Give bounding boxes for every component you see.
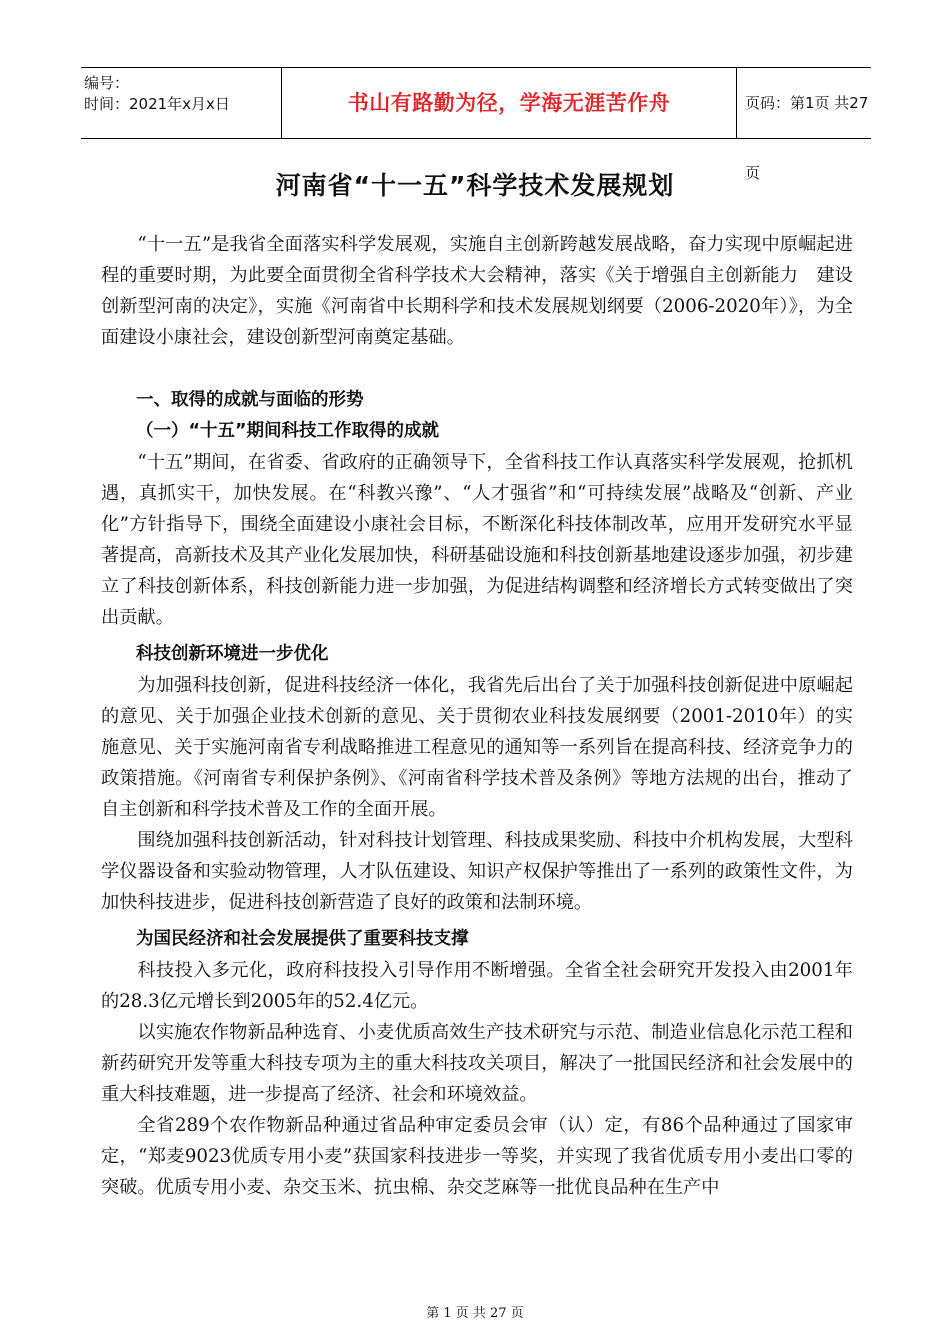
intro-paragraph: “十一五”是我省全面落实科学发展观，实施自主创新跨越发展战略，奋力实现中原崛起进程的重要时期，为此要全面贯彻全省科学技术大会精神，落实《关于增强自主创新能力 建设创新型河南的决定》，实施《河南省中长期科学和技术发展规划纲要（2006-2020年）》，为全面建设小康社会，建设创新型河南奠定基础。: [101, 234, 853, 348]
subheading-support: 为国民经济和社会发展提供了重要科技支撑: [136, 929, 469, 949]
motto-text: 书山有路勤为径，学海无涯苦作舟: [347, 91, 671, 115]
section-heading: 一、取得的成就与面临的形势: [136, 390, 364, 410]
body-paragraph: 为加强科技创新，促进科技经济一体化，我省先后出台了关于加强科技创新促进中原崛起的意见、关于加强企业技术创新的意见、关于贯彻农业科技发展纲要（2001-2010年）的实施意见、关于实施河南省专利战略推进工程意见的通知等一系列旨在提高科技、经济竞争力的政策措施。《河南省专利保护条例》、《河南省科学技术普及条例》等地方法规的出台，推动了自主创新和科学技术普及工作的全面开展。: [101, 675, 853, 820]
number-label: 编号：: [84, 74, 130, 92]
document-header: [81, 67, 871, 182]
document-body: [101, 229, 853, 1203]
time-label: 时间：2021年x月x日: [84, 95, 230, 113]
body-paragraph: 科技投入多元化，政府科技投入引导作用不断增强。全省全社会研究开发投入由2001年的28.3亿元增长到2005年的52.4亿元。: [101, 960, 853, 1012]
body-paragraph: 以实施农作物新品种选育、小麦优质高效生产技术研究与示范、制造业信息化示范工程和新药研究开发等重大科技专项为主的重大科技攻关项目，解决了一批国民经济和社会发展中的重大科技难题，进一步提高了经济、社会和环境效益。: [101, 1022, 853, 1105]
page-info: 页码：第1页 共27页: [745, 94, 869, 182]
subheading-environment: 科技创新环境进一步优化: [136, 644, 329, 664]
subsection-heading: （一）“十五”期间科技工作取得的成就: [136, 421, 440, 441]
body-paragraph: 全省289个农作物新品种通过省品种审定委员会审（认）定，有86个品种通过了国家审定，“郑麦9023优质专用小麦”获国家科技进步一等奖，并实现了我省优质专用小麦出口零的突破。优质专用小麦、杂交玉米、抗虫棉、杂交芝麻等一批优良品种在生产中: [101, 1115, 853, 1198]
page-title: 河南省“十一五”科学技术发展规划: [275, 171, 675, 200]
header-meta: [81, 68, 280, 138]
page-footer: 第 1 页 共 27 页: [426, 1306, 524, 1321]
body-paragraph: 围绕加强科技创新活动，针对科技计划管理、科技成果奖励、科技中介机构发展，大型科学仪器设备和实验动物管理，人才队伍建设、知识产权保护等推出了一系列的政策性文件，为加快科技进步，促进科技创新营造了良好的政策和法制环境。: [101, 830, 853, 913]
body-paragraph: “十五”期间，在省委、省政府的正确领导下，全省科技工作认真落实科学发展观，抢抓机遇，真抓实干，加快发展。在“科教兴豫”、“人才强省”和“可持续发展”战略及“创新、产业化”方针指导下，围绕全面建设小康社会目标，不断深化科技体制改革，应用开发研究水平显著提高，高新技术及其产业化发展加快，科研基础设施和科技创新基地建设逐步加强，初步建立了科技创新体系，科技创新能力进一步加强，为促进结构调整和经济增长方式转变做出了突出贡献。: [101, 452, 853, 628]
header-motto-cell: [281, 68, 737, 138]
